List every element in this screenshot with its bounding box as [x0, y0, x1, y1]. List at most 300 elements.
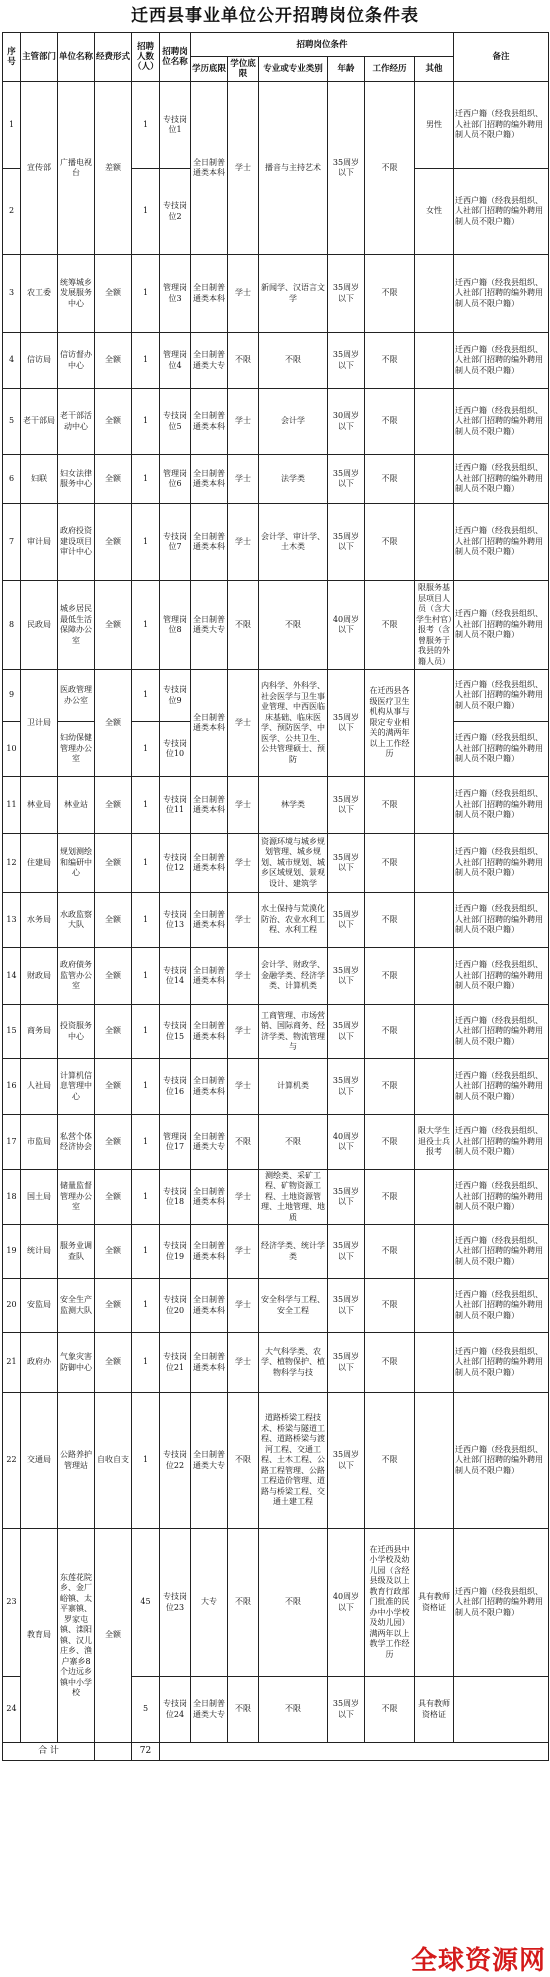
cell-dept: 宣传部: [21, 82, 58, 255]
cell-degree: 学士: [228, 504, 259, 581]
cell-seq: 14: [3, 948, 21, 1005]
cell-major: 不限: [259, 333, 328, 389]
cell-unit: 计算机信息管理中心: [58, 1059, 95, 1115]
cell-num: 1: [132, 504, 160, 581]
cell-edu: 全日制普通类本科: [191, 1279, 228, 1333]
cell-age: 35周岁以下: [328, 1170, 365, 1225]
cell-seq: 12: [3, 834, 21, 893]
cell-funding: 全额: [95, 504, 132, 581]
cell-dept: 财政局: [21, 948, 58, 1005]
cell-seq: 3: [3, 255, 21, 333]
header-unit: 单位名称: [58, 33, 95, 82]
table-row: [3, 1005, 549, 1059]
cell-unit: 老干部活动中心: [58, 389, 95, 455]
cell-major: 不限: [259, 581, 328, 670]
header-post: 招聘岗位名称: [160, 33, 191, 82]
cell-remark: 迁西户籍（经我县组织、人社部门招聘的编外聘用制人员不限户籍）: [454, 893, 549, 948]
cell-other: [415, 1170, 454, 1225]
cell-major: 不限: [259, 1115, 328, 1170]
cell-dept: 妇联: [21, 455, 58, 504]
table-row: [3, 1115, 549, 1170]
cell-remark: 迁西户籍（经我县组织、人社部门招聘的编外聘用制人员不限户籍）: [454, 1529, 549, 1677]
table-row: [3, 893, 549, 948]
cell-major: 不限: [259, 1529, 328, 1677]
cell-post: 专技岗位1: [160, 82, 191, 169]
cell-funding: 全额: [95, 389, 132, 455]
cell-age: 35周岁以下: [328, 1225, 365, 1279]
cell-post: 专技岗位18: [160, 1170, 191, 1225]
cell-num: 1: [132, 722, 160, 777]
table-row: [3, 834, 549, 893]
cell-post: 专技岗位21: [160, 1333, 191, 1393]
header-edu: 学历底限: [191, 57, 228, 82]
cell-remark: 迁西户籍（经我县组织、人社部门招聘的编外聘用制人员不限户籍）: [454, 455, 549, 504]
cell-post: 专技岗位2: [160, 169, 191, 255]
cell-dept: 老干部局: [21, 389, 58, 455]
header-seq: 序号: [3, 33, 21, 82]
cell-other: 具有教师资格证: [415, 1529, 454, 1677]
cell-remark: 迁西户籍（经我县组织、人社部门招聘的编外聘用制人员不限户籍）: [454, 1115, 549, 1170]
cell-age: 35周岁以下: [328, 333, 365, 389]
cell-major: 安全科学与工程、安全工程: [259, 1279, 328, 1333]
cell-dept: 林业局: [21, 777, 58, 834]
cell-post: 专技岗位19: [160, 1225, 191, 1279]
cell-num: 1: [132, 1005, 160, 1059]
cell-degree: 学士: [228, 1279, 259, 1333]
cell-num: 45: [132, 1529, 160, 1677]
table-row: [3, 1529, 549, 1677]
cell-remark: 迁西户籍（经我县组织、人社部门招聘的编外聘用制人员不限户籍）: [454, 1393, 549, 1529]
cell-num: 1: [132, 255, 160, 333]
cell-major: 新闻学、汉语言文学: [259, 255, 328, 333]
cell-seq: 22: [3, 1393, 21, 1529]
cell-num: 5: [132, 1677, 160, 1743]
cell-exp: 在迁西县中小学校及幼儿园（含经县级及以上教育行政部门批准的民办中小学校及幼儿园）满两年以上教学工作经历: [365, 1529, 415, 1677]
cell-remark: 迁西户籍（经我县组织、人社部门招聘的编外聘用制人员不限户籍）: [454, 1059, 549, 1115]
cell-degree: 学士: [228, 670, 259, 777]
cell-age: 35周岁以下: [328, 1005, 365, 1059]
cell-exp: 不限: [365, 777, 415, 834]
cell-seq: 6: [3, 455, 21, 504]
cell-exp: 不限: [365, 1059, 415, 1115]
cell-exp: 不限: [365, 82, 415, 255]
header-major: 专业或专业类别: [259, 57, 328, 82]
header-conditions: 招聘岗位条件: [191, 33, 454, 57]
cell-unit: 水政监察大队: [58, 893, 95, 948]
table-row: [3, 82, 549, 169]
cell-age: 35周岁以下: [328, 1393, 365, 1529]
cell-seq: 8: [3, 581, 21, 670]
cell-degree: 学士: [228, 1059, 259, 1115]
cell-seq: 13: [3, 893, 21, 948]
cell-unit: 统筹城乡发展服务中心: [58, 255, 95, 333]
cell-major: 不限: [259, 1677, 328, 1743]
cell-seq: 1: [3, 82, 21, 169]
cell-degree: 不限: [228, 581, 259, 670]
cell-unit: 公路养护管理站: [58, 1393, 95, 1529]
cell-post: 管理岗位8: [160, 581, 191, 670]
cell-remark: 迁西户籍（经我县组织、人社部门招聘的编外聘用制人员不限户籍）: [454, 504, 549, 581]
table-row: [3, 255, 549, 333]
cell-other: [415, 1059, 454, 1115]
cell-unit: 储量监督管理办公室: [58, 1170, 95, 1225]
cell-remark: 迁西户籍（经我县组织、人社部门招聘的编外聘用制人员不限户籍）: [454, 722, 549, 777]
cell-major: 水土保持与荒漠化防治、农业水利工程、水利工程: [259, 893, 328, 948]
cell-age: 35周岁以下: [328, 255, 365, 333]
cell-dept: 商务局: [21, 1005, 58, 1059]
cell-edu: 大专: [191, 1529, 228, 1677]
cell-other: 限大学生退役士兵报考: [415, 1115, 454, 1170]
cell-other: [415, 834, 454, 893]
cell-num: 1: [132, 82, 160, 169]
cell-post: 专技岗位11: [160, 777, 191, 834]
cell-post: 专技岗位5: [160, 389, 191, 455]
table-row: [3, 670, 549, 722]
cell-major: 播音与主持艺术: [259, 82, 328, 255]
cell-funding: 全额: [95, 455, 132, 504]
cell-edu: 全日制普通类大专: [191, 1677, 228, 1743]
cell-major: 工商管理、市场营销、国际商务、经济学类、物流管理与: [259, 1005, 328, 1059]
cell-num: 1: [132, 1393, 160, 1529]
watermark: 全球资源网: [410, 1946, 546, 1976]
cell-exp: 在迁西县各级医疗卫生机构从事与限定专业相关的满两年以上工作经历: [365, 670, 415, 777]
cell-age: 35周岁以下: [328, 82, 365, 255]
header-degree: 学位底限: [228, 57, 259, 82]
cell-post: 管理岗位3: [160, 255, 191, 333]
cell-dept: 民政局: [21, 581, 58, 670]
cell-num: 1: [132, 1059, 160, 1115]
cell-dept: 卫计局: [21, 670, 58, 777]
cell-post: 专技岗位15: [160, 1005, 191, 1059]
table-row: [3, 504, 549, 581]
cell-edu: 全日制普通类大专: [191, 581, 228, 670]
header-age: 年龄: [328, 57, 365, 82]
cell-age: 35周岁以下: [328, 1333, 365, 1393]
cell-other: 具有教师资格证: [415, 1677, 454, 1743]
cell-dept: 市监局: [21, 1115, 58, 1170]
cell-num: 1: [132, 1279, 160, 1333]
cell-funding: 全额: [95, 1225, 132, 1279]
cell-seq: 17: [3, 1115, 21, 1170]
cell-post: 专技岗位22: [160, 1393, 191, 1529]
cell-unit: 安全生产监测大队: [58, 1279, 95, 1333]
cell-edu: 全日制普通类本科: [191, 1170, 228, 1225]
cell-dept: 教育局: [21, 1529, 58, 1743]
cell-seq: 9: [3, 670, 21, 722]
cell-dept: 农工委: [21, 255, 58, 333]
table-row: [3, 1225, 549, 1279]
cell-post: 专技岗位13: [160, 893, 191, 948]
cell-edu: 全日制普通类本科: [191, 455, 228, 504]
cell-exp: 不限: [365, 1393, 415, 1529]
cell-edu: 全日制普通类本科: [191, 1059, 228, 1115]
cell-degree: 学士: [228, 82, 259, 255]
cell-exp: 不限: [365, 1677, 415, 1743]
cell-remark: [454, 1677, 549, 1743]
cell-unit: 妇女法律服务中心: [58, 455, 95, 504]
cell-num: 1: [132, 777, 160, 834]
cell-num: 1: [132, 455, 160, 504]
cell-age: 35周岁以下: [328, 777, 365, 834]
cell-exp: 不限: [365, 1170, 415, 1225]
cell-exp: 不限: [365, 1115, 415, 1170]
cell-unit: 广播电视台: [58, 82, 95, 255]
cell-edu: 全日制普通类本科: [191, 1225, 228, 1279]
table-row: [3, 455, 549, 504]
cell-exp: 不限: [365, 1225, 415, 1279]
cell-degree: 学士: [228, 1005, 259, 1059]
cell-funding: 自收自支: [95, 1393, 132, 1529]
cell-edu: 全日制普通类本科: [191, 255, 228, 333]
cell-dept: 安监局: [21, 1279, 58, 1333]
cell-degree: 学士: [228, 893, 259, 948]
cell-dept: 国土局: [21, 1170, 58, 1225]
cell-major: 经济学类、统计学类: [259, 1225, 328, 1279]
cell-remark: 迁西户籍（经我县组织、人社部门招聘的编外聘用制人员不限户籍）: [454, 1225, 549, 1279]
cell-degree: 学士: [228, 1170, 259, 1225]
cell-age: 35周岁以下: [328, 1279, 365, 1333]
cell-edu: 全日制普通类本科: [191, 893, 228, 948]
cell-other: [415, 948, 454, 1005]
cell-remark: 迁西户籍（经我县组织、人社部门招聘的编外聘用制人员不限户籍）: [454, 389, 549, 455]
cell-remark: 迁西户籍（经我县组织、人社部门招聘的编外聘用制人员不限户籍）: [454, 834, 549, 893]
cell-post: 管理岗位4: [160, 333, 191, 389]
cell-funding: 全额: [95, 893, 132, 948]
table-row: [3, 1279, 549, 1333]
cell-seq: 2: [3, 169, 21, 255]
cell-edu: 全日制普通类本科: [191, 1333, 228, 1393]
cell-unit: 东莲花院乡、金厂峪镇、太平寨镇、罗家屯镇、滦阳镇、汉儿庄乡、渔户寨乡8个边远乡镇中小学校: [58, 1529, 95, 1743]
cell-other: [415, 1393, 454, 1529]
cell-unit: 信访督办中心: [58, 333, 95, 389]
total-label: 合 计: [3, 1743, 95, 1761]
cell-major: 计算机类: [259, 1059, 328, 1115]
cell-seq: 11: [3, 777, 21, 834]
table-row: [3, 948, 549, 1005]
cell-degree: 不限: [228, 1677, 259, 1743]
header-num: 招聘人数（人）: [132, 33, 160, 82]
cell-age: 40周岁以下: [328, 1529, 365, 1677]
cell-dept: 交通局: [21, 1393, 58, 1529]
cell-funding: 全额: [95, 255, 132, 333]
cell-funding: 全额: [95, 1279, 132, 1333]
cell-num: 1: [132, 670, 160, 722]
cell-seq: 4: [3, 333, 21, 389]
cell-num: 1: [132, 1115, 160, 1170]
cell-num: 1: [132, 834, 160, 893]
cell-remark: 迁西户籍（经我县组织、人社部门招聘的编外聘用制人员不限户籍）: [454, 82, 549, 169]
total-empty: [160, 1743, 549, 1761]
cell-exp: 不限: [365, 581, 415, 670]
cell-edu: 全日制普通类大专: [191, 333, 228, 389]
cell-major: 法学类: [259, 455, 328, 504]
recruitment-table: [2, 32, 549, 1761]
cell-other: [415, 504, 454, 581]
cell-unit: 服务业调查队: [58, 1225, 95, 1279]
cell-major: 资源环境与城乡规划管理、城乡规划、城市规划、城乡区域规划、景观设计、建筑学: [259, 834, 328, 893]
cell-unit: 气象灾害防御中心: [58, 1333, 95, 1393]
cell-exp: 不限: [365, 255, 415, 333]
cell-unit: 政府投资建设项目审计中心: [58, 504, 95, 581]
cell-major: 会计学、财政学、金融学类、经济学类、计算机类: [259, 948, 328, 1005]
total-row: [3, 1743, 549, 1761]
cell-num: 1: [132, 581, 160, 670]
cell-other: [415, 1279, 454, 1333]
cell-degree: 学士: [228, 1225, 259, 1279]
table-row: [3, 389, 549, 455]
cell-age: 35周岁以下: [328, 834, 365, 893]
cell-other: [415, 777, 454, 834]
cell-age: 40周岁以下: [328, 581, 365, 670]
cell-age: 35周岁以下: [328, 455, 365, 504]
cell-edu: 全日制普通类大专: [191, 1393, 228, 1529]
cell-other: [415, 893, 454, 948]
cell-exp: 不限: [365, 834, 415, 893]
table-row: [3, 1059, 549, 1115]
cell-unit: 医政管理办公室: [58, 670, 95, 722]
cell-remark: 迁西户籍（经我县组织、人社部门招聘的编外聘用制人员不限户籍）: [454, 255, 549, 333]
cell-exp: 不限: [365, 389, 415, 455]
cell-post: 专技岗位16: [160, 1059, 191, 1115]
cell-seq: 24: [3, 1677, 21, 1743]
cell-degree: 不限: [228, 1115, 259, 1170]
cell-other: [415, 1333, 454, 1393]
cell-edu: 全日制普通类本科: [191, 670, 228, 777]
cell-dept: 统计局: [21, 1225, 58, 1279]
cell-degree: 学士: [228, 948, 259, 1005]
header-remark: 备注: [454, 33, 549, 82]
cell-num: 1: [132, 1333, 160, 1393]
cell-remark: 迁西户籍（经我县组织、人社部门招聘的编外聘用制人员不限户籍）: [454, 333, 549, 389]
cell-unit: 妇幼保健管理办公室: [58, 722, 95, 777]
table-row: [3, 333, 549, 389]
cell-major: 内科学、外科学、社会医学与卫生事业管理、中西医临床基础、临床医学、预防医学、中医学、公共卫生、公共管理硕士、预防: [259, 670, 328, 777]
cell-exp: 不限: [365, 893, 415, 948]
cell-other: 限服务基层项目人员（含大学生村官）报考（含曾服务于我县的外籍人员）: [415, 581, 454, 670]
cell-dept: 政府办: [21, 1333, 58, 1393]
cell-age: 35周岁以下: [328, 893, 365, 948]
cell-age: 35周岁以下: [328, 948, 365, 1005]
cell-degree: 不限: [228, 1529, 259, 1677]
cell-num: 1: [132, 1170, 160, 1225]
cell-funding: 全额: [95, 581, 132, 670]
cell-degree: 学士: [228, 389, 259, 455]
cell-seq: 23: [3, 1529, 21, 1677]
cell-degree: 学士: [228, 834, 259, 893]
header-exp: 工作经历: [365, 57, 415, 82]
cell-funding: 全额: [95, 333, 132, 389]
cell-other: [415, 255, 454, 333]
cell-other: [415, 1225, 454, 1279]
cell-seq: 21: [3, 1333, 21, 1393]
cell-post: 管理岗位17: [160, 1115, 191, 1170]
cell-remark: 迁西户籍（经我县组织、人社部门招聘的编外聘用制人员不限户籍）: [454, 670, 549, 722]
cell-unit: 投资服务中心: [58, 1005, 95, 1059]
cell-exp: 不限: [365, 333, 415, 389]
cell-remark: 迁西户籍（经我县组织、人社部门招聘的编外聘用制人员不限户籍）: [454, 948, 549, 1005]
cell-remark: 迁西户籍（经我县组织、人社部门招聘的编外聘用制人员不限户籍）: [454, 1279, 549, 1333]
cell-other: [415, 333, 454, 389]
cell-seq: 19: [3, 1225, 21, 1279]
cell-other: [415, 670, 454, 777]
cell-edu: 全日制普通类本科: [191, 948, 228, 1005]
cell-funding: 全额: [95, 834, 132, 893]
cell-post: 专技岗位14: [160, 948, 191, 1005]
cell-post: 专技岗位12: [160, 834, 191, 893]
cell-edu: 全日制普通类本科: [191, 777, 228, 834]
cell-edu: 全日制普通类本科: [191, 834, 228, 893]
cell-exp: 不限: [365, 1333, 415, 1393]
cell-seq: 7: [3, 504, 21, 581]
cell-funding: 全额: [95, 777, 132, 834]
cell-funding: 全额: [95, 1005, 132, 1059]
cell-seq: 18: [3, 1170, 21, 1225]
cell-age: 35周岁以下: [328, 504, 365, 581]
cell-degree: 学士: [228, 1333, 259, 1393]
cell-other: [415, 1005, 454, 1059]
cell-unit: 私营个体经济协会: [58, 1115, 95, 1170]
cell-seq: 10: [3, 722, 21, 777]
header-other: 其他: [415, 57, 454, 82]
cell-age: 30周岁以下: [328, 389, 365, 455]
cell-other: 男性: [415, 82, 454, 169]
cell-other: [415, 455, 454, 504]
total-empty: [95, 1743, 132, 1761]
cell-dept: 水务局: [21, 893, 58, 948]
cell-funding: 全额: [95, 1529, 132, 1743]
cell-post: 专技岗位23: [160, 1529, 191, 1677]
cell-remark: 迁西户籍（经我县组织、人社部门招聘的编外聘用制人员不限户籍）: [454, 777, 549, 834]
cell-funding: 全额: [95, 1333, 132, 1393]
cell-dept: 信访局: [21, 333, 58, 389]
cell-major: 测绘类、采矿工程、矿物资源工程、土地资源管理、土地管理、地质: [259, 1170, 328, 1225]
cell-degree: 学士: [228, 777, 259, 834]
cell-num: 1: [132, 333, 160, 389]
table-row: [3, 777, 549, 834]
cell-num: 1: [132, 893, 160, 948]
cell-post: 专技岗位10: [160, 722, 191, 777]
cell-edu: 全日制普通类大专: [191, 1115, 228, 1170]
cell-num: 1: [132, 1225, 160, 1279]
cell-unit: 城乡居民最低生活保障办公室: [58, 581, 95, 670]
cell-remark: 迁西户籍（经我县组织、人社部门招聘的编外聘用制人员不限户籍）: [454, 1170, 549, 1225]
cell-exp: 不限: [365, 504, 415, 581]
header-row: [3, 33, 549, 57]
cell-degree: 学士: [228, 255, 259, 333]
cell-exp: 不限: [365, 1279, 415, 1333]
cell-remark: 迁西户籍（经我县组织、人社部门招聘的编外聘用制人员不限户籍）: [454, 1333, 549, 1393]
cell-remark: 迁西户籍（经我县组织、人社部门招聘的编外聘用制人员不限户籍）: [454, 169, 549, 255]
cell-exp: 不限: [365, 1005, 415, 1059]
total-value: 72: [132, 1743, 160, 1761]
cell-degree: 不限: [228, 1393, 259, 1529]
cell-post: 专技岗位7: [160, 504, 191, 581]
cell-post: 专技岗位9: [160, 670, 191, 722]
cell-funding: 全额: [95, 1170, 132, 1225]
cell-exp: 不限: [365, 455, 415, 504]
page-title: 迁西县事业单位公开招聘岗位条件表: [131, 6, 419, 26]
cell-age: 35周岁以下: [328, 1677, 365, 1743]
cell-dept: 住建局: [21, 834, 58, 893]
cell-major: 会计学: [259, 389, 328, 455]
cell-dept: 审计局: [21, 504, 58, 581]
cell-other: [415, 389, 454, 455]
cell-other: 女性: [415, 169, 454, 255]
table-row: [3, 1393, 549, 1529]
cell-num: 1: [132, 169, 160, 255]
cell-seq: 5: [3, 389, 21, 455]
cell-num: 1: [132, 389, 160, 455]
